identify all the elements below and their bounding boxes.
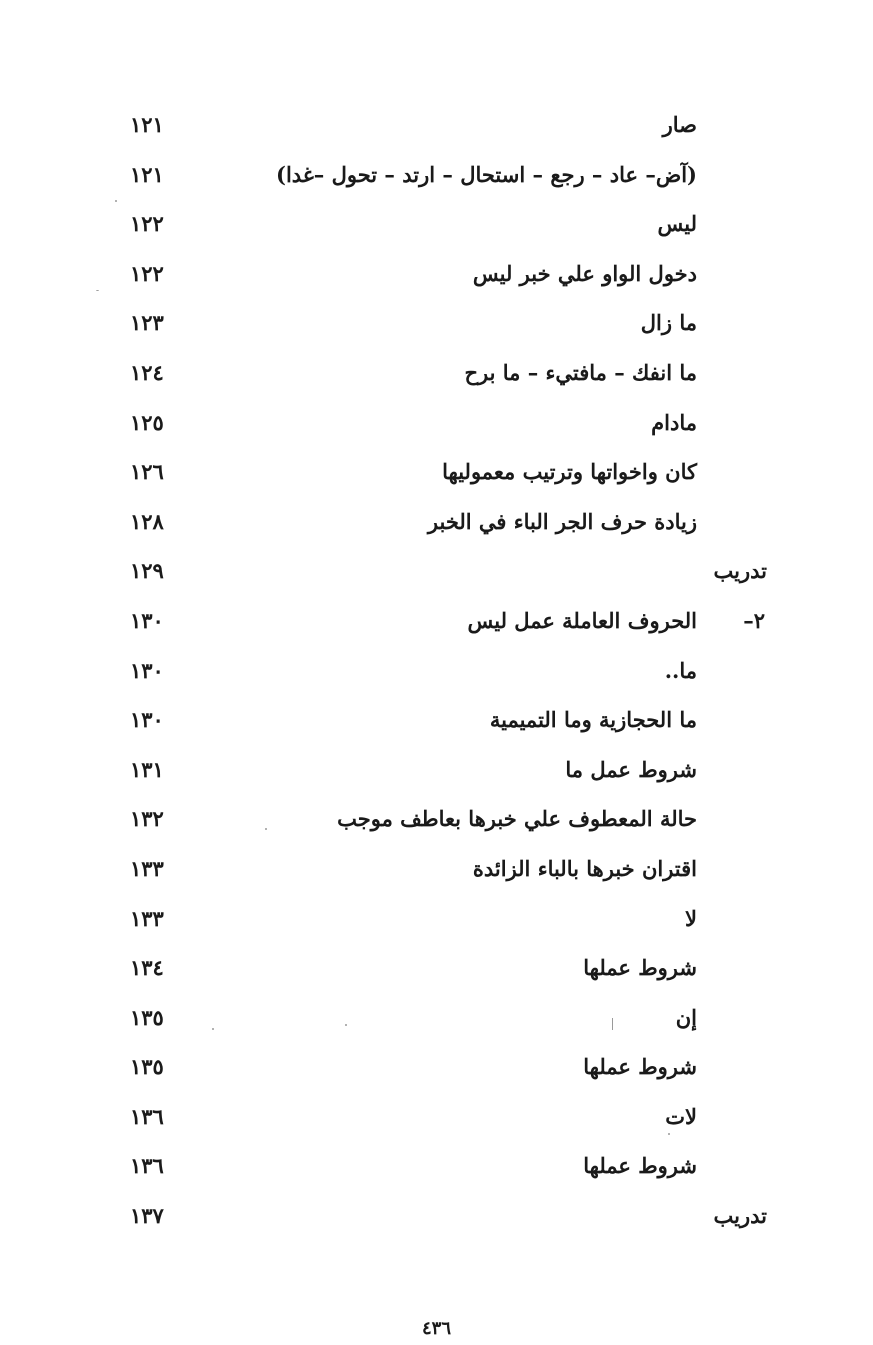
toc-entry-page-number: ١٣٥ bbox=[130, 1054, 164, 1080]
toc-entry-title: ما زال bbox=[640, 310, 697, 336]
toc-entry-title: شروط عملها bbox=[583, 1054, 697, 1080]
toc-entry bbox=[0, 298, 873, 348]
toc-entry bbox=[0, 1191, 873, 1241]
toc-entry-page-number: ١٢٥ bbox=[130, 409, 164, 435]
toc-entry bbox=[0, 646, 873, 696]
toc-entry-page-number: ١٣٣ bbox=[130, 855, 164, 881]
toc-entry bbox=[0, 695, 873, 745]
toc-entry-title: شروط عمل ما bbox=[565, 756, 697, 782]
toc-entry-title: ما انفك – مافتيء – ما برح bbox=[464, 359, 697, 385]
toc-entry-title: لا bbox=[685, 905, 697, 931]
section-number: ٢– bbox=[743, 607, 765, 633]
toc-entry-title: ليس bbox=[657, 211, 697, 237]
toc-entry bbox=[0, 398, 873, 448]
toc-entry-title: (آض– عاد – رجع – استحال – ارتد – تحول –غدا) bbox=[276, 161, 697, 187]
toc-entry bbox=[0, 1042, 873, 1092]
toc-entry bbox=[0, 348, 873, 398]
toc-entry-page-number: ١٢١ bbox=[130, 161, 164, 187]
toc-entry-page-number: ١٢٤ bbox=[130, 359, 164, 385]
toc-entry bbox=[0, 943, 873, 993]
toc-entry bbox=[0, 794, 873, 844]
toc-entry-page-number: ١٢٩ bbox=[130, 558, 164, 584]
toc-entry-page-number: ١٣٦ bbox=[130, 1103, 164, 1129]
toc-entry-title: شروط عملها bbox=[583, 1153, 697, 1179]
toc-entry-page-number: ١٣٦ bbox=[130, 1153, 164, 1179]
toc-entry bbox=[0, 844, 873, 894]
toc-entry bbox=[0, 993, 873, 1043]
toc-entry-title: كان واخواتها وترتيب معموليها bbox=[442, 459, 697, 485]
toc-entry-page-number: ١٢١ bbox=[130, 112, 164, 137]
toc-entry-page-number: ١٣١ bbox=[130, 756, 164, 782]
toc-entry bbox=[0, 447, 873, 497]
toc-entry bbox=[0, 497, 873, 547]
toc-entry bbox=[0, 546, 873, 596]
toc-entry bbox=[0, 150, 873, 200]
toc-entry-title: لات bbox=[665, 1103, 697, 1129]
toc-entry-page-number: ١٢٨ bbox=[130, 508, 164, 534]
toc-entry-title: تدريب bbox=[713, 1203, 767, 1229]
toc-entry-title: دخول الواو علي خبر ليس bbox=[472, 260, 697, 286]
scan-speck bbox=[345, 1024, 347, 1026]
scan-speck bbox=[212, 1028, 214, 1030]
toc-entry-title: حالة المعطوف علي خبرها بعاطف موجب bbox=[337, 806, 697, 832]
toc-entry-page-number: ١٣٤ bbox=[130, 955, 164, 981]
toc-entry-page-number: ١٣٥ bbox=[130, 1004, 164, 1030]
page-number-footer: ٤٣٦ bbox=[421, 1318, 451, 1339]
toc-entry bbox=[0, 1092, 873, 1142]
toc-entry-title: الحروف العاملة عمل ليس bbox=[467, 607, 697, 633]
scan-speck bbox=[265, 828, 267, 830]
toc-entry-title: مادام bbox=[651, 409, 697, 435]
toc-entry-page-number: ١٣٠ bbox=[130, 607, 164, 633]
toc-entry-page-number: ١٣٣ bbox=[130, 905, 164, 931]
toc-entry bbox=[0, 249, 873, 299]
toc-entry-page-number: ١٣٢ bbox=[130, 806, 164, 832]
toc-entry bbox=[0, 1141, 873, 1191]
toc-entry bbox=[0, 894, 873, 944]
toc-entry-title: إن bbox=[675, 1004, 697, 1030]
toc-entry-page-number: ١٢٦ bbox=[130, 459, 164, 485]
toc-entry-title: زيادة حرف الجر الباء في الخبر bbox=[427, 508, 697, 534]
toc-entry-title: اقتران خبرها بالباء الزائدة bbox=[472, 855, 697, 881]
toc-entry-title: شروط عملها bbox=[583, 955, 697, 981]
scan-speck bbox=[115, 200, 117, 202]
toc-entry-page-number: ١٣٠ bbox=[130, 657, 164, 683]
toc-entry-page-number: ١٢٢ bbox=[130, 211, 164, 237]
toc-entry bbox=[0, 745, 873, 795]
toc-entry-title: ما الحجازية وما التميمية bbox=[489, 707, 697, 733]
scan-speck bbox=[96, 290, 99, 291]
toc-entry bbox=[0, 596, 873, 646]
toc-entry bbox=[0, 199, 873, 249]
toc-entry-page-number: ١٢٢ bbox=[130, 260, 164, 286]
toc-entry-title: ما.. bbox=[664, 657, 697, 683]
toc-entry-page-number: ١٢٣ bbox=[130, 310, 164, 336]
table-of-contents bbox=[0, 100, 873, 1241]
toc-entry-page-number: ١٣٠ bbox=[130, 707, 164, 733]
toc-entry bbox=[0, 100, 873, 150]
toc-entry-page-number: ١٣٧ bbox=[130, 1203, 164, 1229]
toc-entry-title: صار bbox=[662, 112, 697, 137]
toc-entry-title: تدريب bbox=[713, 558, 767, 584]
scan-speck bbox=[612, 1018, 613, 1030]
scan-speck bbox=[668, 1133, 670, 1135]
